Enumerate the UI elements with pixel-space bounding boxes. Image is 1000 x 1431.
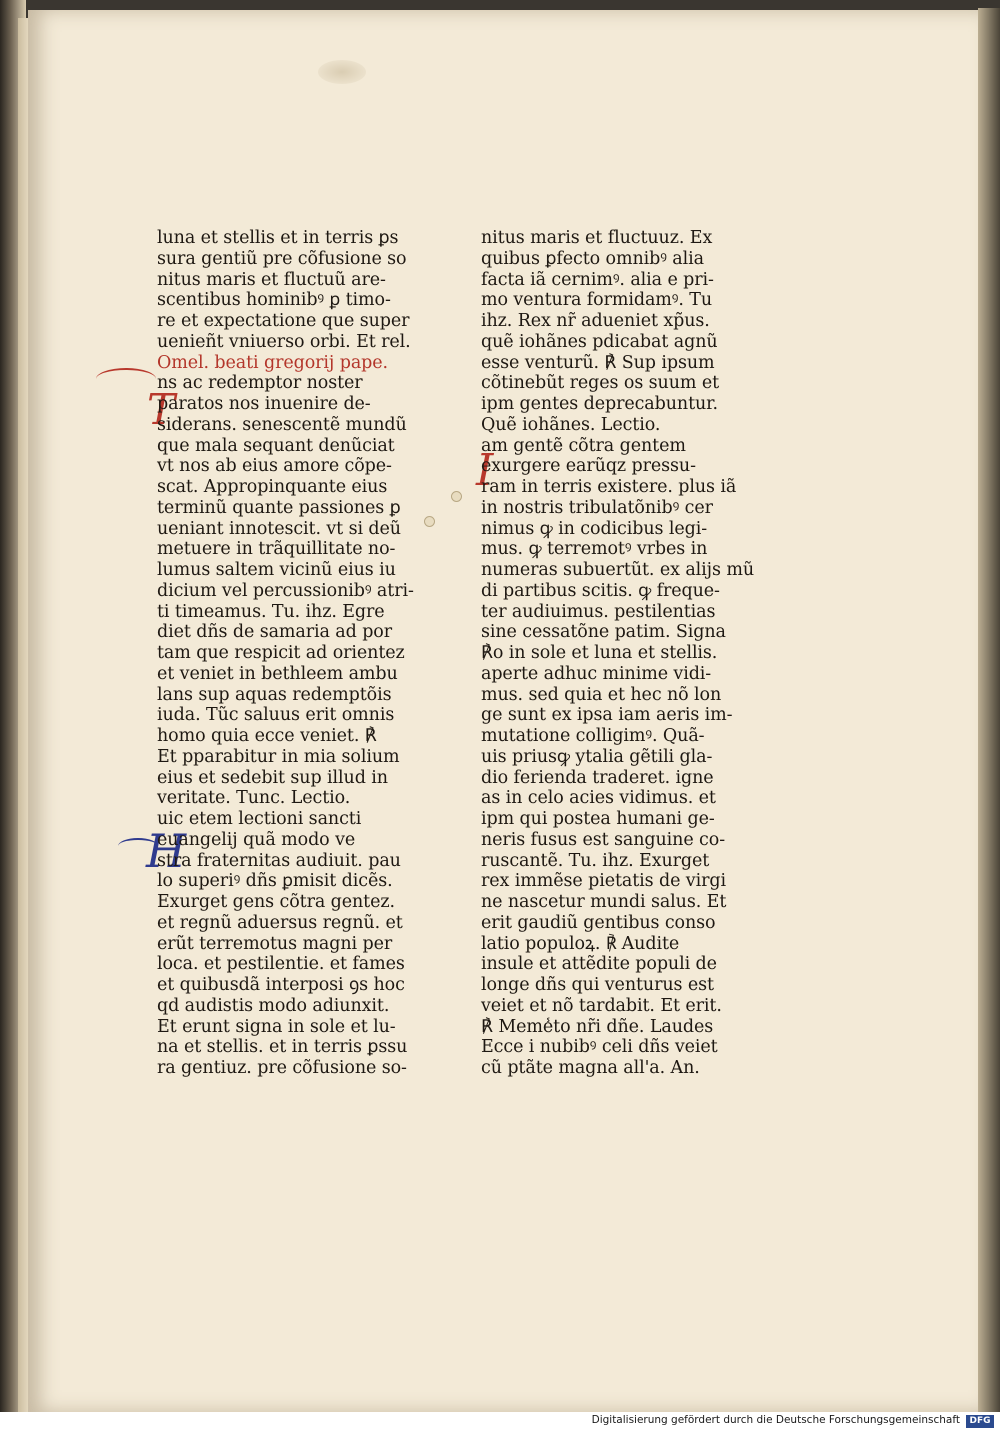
text-line: esse venturũ. ℟ Sup ipsum: [481, 352, 715, 373]
text-line: qd audistis modo adiunxit.: [157, 995, 390, 1016]
text-line: cõtinebũt reges os suum et: [481, 373, 720, 394]
initial-letter-H: H: [146, 824, 187, 878]
paper-hole: [424, 516, 435, 527]
text-line: ipm qui postea humani ge-: [481, 809, 715, 829]
text-line: erit gaudiũ gentibus conso: [481, 912, 716, 933]
text-line: re et expectatione que super: [157, 311, 410, 331]
left-text-column: [157, 228, 415, 1079]
paper-hole: [451, 491, 462, 502]
text-line: mo ventura formidamꝰ. Tu: [481, 290, 713, 311]
footer-credit: Digitalisierung gefördert durch die Deutsche Forschungsgemeinschaft: [591, 1414, 960, 1426]
text-line: scentibus hominibꝰ ꝑ timo-: [157, 290, 391, 311]
text-line: siderans. senescentẽ mundũ: [157, 414, 407, 435]
text-line: Exurget gens cõtra gentez.: [157, 892, 395, 912]
text-line: et veniet in bethleem ambu: [157, 663, 398, 684]
text-line: ℟o in sole et luna et stellis.: [481, 643, 718, 663]
text-line: diet dñs de samaria ad por: [157, 622, 392, 643]
text-line: veiet et nõ tardabit. Et erit.: [481, 995, 722, 1016]
text-line: nitus maris et fluctuũ are-: [157, 269, 386, 290]
text-line: rex immẽse pietatis de virgi: [481, 871, 726, 892]
text-line: di partibus scitis. ꝙ freque-: [481, 580, 720, 601]
initial-letter-I: I: [476, 445, 494, 496]
text-line: longe dñs qui venturus est: [481, 975, 714, 995]
text-line: euangelij quã modo ve: [157, 829, 356, 850]
text-line: et regnũ aduersus regnũ. et: [157, 912, 403, 933]
text-line: veritate. Tunc. Lectio.: [157, 788, 351, 809]
text-line: mus. sed quia et hec nõ lon: [481, 684, 722, 705]
text-line: mutatione colligimꝰ. Quã-: [481, 726, 705, 746]
text-line: quibus ꝑfecto omnibꝰ alia: [481, 248, 704, 269]
text-line: uic etem lectioni sancti: [157, 809, 362, 829]
text-line: et quibusdã interposi ꝯs hoc: [157, 975, 405, 995]
text-line: na et stellis. et in terris ꝑssu: [157, 1037, 408, 1058]
text-line: erũt terremotus magni per: [157, 933, 393, 954]
initial-letter-T: T: [147, 385, 176, 434]
text-line: mus. ꝙ terremotꝰ vrbes in: [481, 539, 708, 560]
text-line: Et pparabitur in mia solium: [157, 746, 400, 767]
text-line: lo superiꝰ dñs ꝑmisit dicẽs.: [157, 871, 393, 892]
text-line: vt nos ab eius amore cõpe-: [157, 456, 392, 477]
text-line: scat. Appropinquante eius: [157, 477, 388, 497]
text-line: iuda. Tũc saluus erit omnis: [157, 705, 395, 726]
text-line: ueniant innotescit. vt si deũ: [157, 518, 401, 539]
text-line: exurgere earũqz pressu-: [481, 456, 696, 477]
text-line: sine cessatõne patim. Signa: [481, 622, 726, 643]
text-line: aperte adhuc minime vidi-: [481, 663, 712, 684]
text-line: ter audiuimus. pestilentias: [481, 601, 716, 622]
right-page-edge: [978, 8, 1000, 1412]
dfg-logo: DFG: [966, 1415, 994, 1428]
text-line: terminũ quante passiones ꝑ: [157, 497, 401, 518]
text-line: uis priusꝙ ytalia gẽtili gla-: [481, 746, 713, 767]
text-line: ℟ Meme̾to nr̃i dñe. Laudes: [481, 1016, 714, 1037]
text-line: ge sunt ex ipsa iam aeris im-: [481, 705, 733, 726]
text-line: Et erunt signa in sole et lu-: [157, 1016, 396, 1037]
text-line: loca. et pestilentie. et fames: [157, 954, 405, 975]
text-line: dicium vel percussionibꝰ atri-: [157, 580, 414, 601]
text-line: facta iã cernimꝰ. alia e pri-: [481, 269, 714, 290]
text-line: in nostris tribulatõnibꝰ cer: [481, 497, 713, 518]
text-line: quẽ iohãnes pdicabat agnũ: [481, 331, 718, 352]
text-line: cũ ptãte magna all'a. An.: [481, 1058, 700, 1078]
text-line: luna et stellis et in terris ꝑs: [157, 228, 399, 248]
text-line: dio ferienda traderet. igne: [481, 767, 714, 788]
text-line: que mala sequant denũciat: [157, 435, 395, 456]
text-line: Quẽ iohãnes. Lectio.: [481, 414, 661, 435]
text-line: sura gentiũ pre cõfusione so: [157, 248, 407, 269]
text-line: ihz. Rex nr̃ adueniet xp̃us.: [481, 311, 710, 331]
text-line: numeras subuertũt. ex alijs mũ: [481, 560, 754, 580]
text-line: as in celo acies vidimus. et: [481, 788, 716, 809]
text-line: neris fusus est sanguine co-: [481, 829, 726, 850]
text-line: nimus ꝙ in codicibus legi-: [481, 518, 708, 539]
paper-stain: [318, 60, 366, 84]
text-line: ram in terris existere. plus iã: [481, 477, 737, 497]
text-line: latio populoꝝ. ℟ Audite: [481, 933, 680, 954]
text-line: ns ac redemptor noster: [157, 373, 363, 394]
text-line: homo quia ecce veniet. ℟: [157, 726, 377, 746]
text-line: Omel. beati gregorij pape.: [157, 352, 388, 373]
text-line: eius et sedebit sup illud in: [157, 767, 388, 788]
text-line: ipm gentes deprecabuntur.: [481, 394, 718, 414]
text-line: metuere in trãquillitate no-: [157, 539, 396, 560]
text-line: Ecce i nubibꝰ celi dñs veiet: [481, 1037, 718, 1058]
text-line: paratos nos inuenire de-: [157, 394, 371, 414]
footer-bar: [0, 1412, 1000, 1431]
text-line: lumus saltem vicinũ eius iu: [157, 560, 396, 580]
text-line: ti timeamus. Tu. ihz. Egre: [157, 601, 385, 622]
text-line: ruscantẽ. Tu. ihz. Exurget: [481, 850, 710, 871]
text-line: am gentẽ cõtra gentem: [481, 435, 686, 456]
text-line: tam que respicit ad orientez: [157, 643, 405, 663]
text-line: insule et attẽdite populi de: [481, 954, 717, 975]
text-line: nitus maris et fluctuuz. Ex: [481, 228, 713, 248]
text-line: lans sup aquas redemptõis: [157, 684, 392, 705]
text-line: ra gentiuz. pre cõfusione so-: [157, 1058, 407, 1078]
text-line: uenieñt vniuerso orbi. Et rel.: [157, 331, 411, 352]
text-line: stra fraternitas audiuit. pau: [157, 850, 401, 871]
text-line: ne nascetur mundi salus. Et: [481, 892, 727, 912]
right-text-column: [481, 228, 754, 1079]
